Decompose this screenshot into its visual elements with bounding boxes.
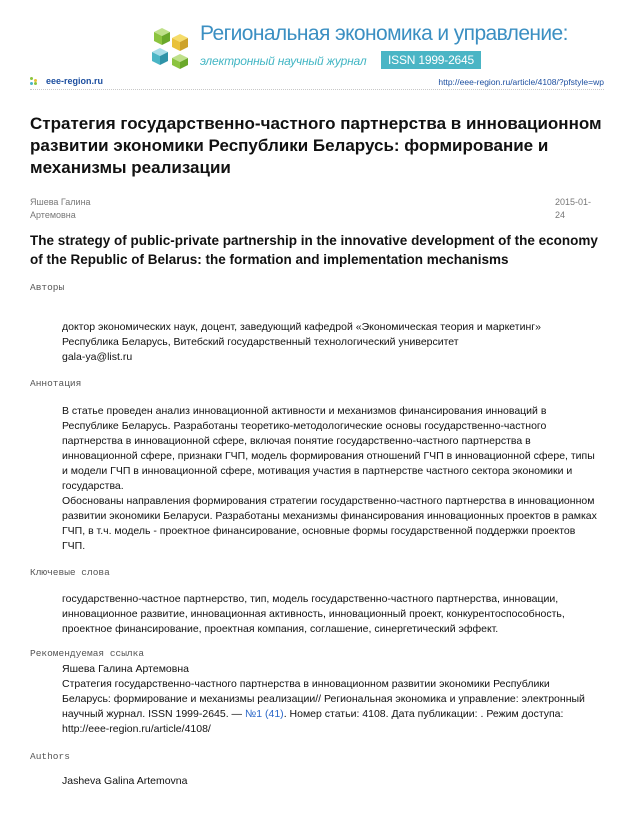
author-email: gala-ya@list.ru bbox=[62, 351, 133, 363]
abstract-section-label: Аннотация bbox=[30, 378, 82, 389]
citation-section-label: Рекомендуемая ссылка bbox=[30, 648, 145, 659]
journal-logo-icon bbox=[150, 26, 192, 70]
page-url-link[interactable]: http://eee-region.ru/article/4108/?pfstyle=wp bbox=[438, 77, 604, 87]
keywords-section-label: Ключевые слова bbox=[30, 567, 110, 578]
author-name-line2: Артемовна bbox=[30, 210, 76, 220]
header-divider bbox=[30, 89, 604, 90]
site-home-link[interactable] bbox=[30, 76, 103, 86]
publication-date-part2: 24 bbox=[555, 210, 566, 220]
issn-badge: ISSN 1999-2645 bbox=[381, 51, 481, 69]
authors-en-section-label: Authors bbox=[30, 751, 70, 762]
citation-section-body bbox=[62, 662, 597, 737]
publication-date bbox=[555, 196, 605, 222]
authors-section-label: Авторы bbox=[30, 282, 65, 293]
article-title-en: The strategy of public-private partnership in the innovative development of the economy of the Republic of Belarus: the formation and implementation mechanisms bbox=[30, 233, 598, 267]
article-title-ru: Стратегия государственно-частного партнерства в инновационном развитии экономики Республики Беларусь: формирование и механизмы реализации bbox=[30, 114, 602, 177]
journal-title: Региональная экономика и управление: bbox=[200, 22, 568, 45]
citation-text bbox=[62, 677, 597, 737]
article-author bbox=[30, 196, 190, 222]
abstract-paragraph-1: В статье проведен анализ инновационной активности и механизмов финансирования инноваций в Республике Беларусь. Разработаны теоретико-методологические основы государственно-частного партнерства в инновационной сфере, включая понятие государственно-частного партнерства в инновационной сфере, признаки ГЧП, модель формирования отношений ГЧП в инновационной сфере, типы и модели ГЧП в инновационной сфере, мотивация участия в партнерстве частного сектора экономики и государства. bbox=[62, 405, 595, 492]
abstract-section-body bbox=[62, 404, 597, 554]
issue-link[interactable]: №1 (41) bbox=[244, 708, 284, 720]
keywords-text: государственно-частное партнерство, тип, модель государственно-частного партнерства, инновации, инновационное развитие, инновационная активность, инновационный проект, конкурентоспособность, проектное финансирование, проектная компания, соглашение, синергетический эффект. bbox=[62, 593, 565, 635]
author-name-line1: Яшева Галина bbox=[30, 197, 91, 207]
authors-section-body bbox=[62, 320, 597, 365]
citation-text-tail: . Номер статьи: 4108. Дата публикации: . Режим доступа: http://eee-region.ru/article/4108/ bbox=[62, 708, 564, 735]
author-position: доктор экономических наук, доцент, заведующий кафедрой «Экономическая теория и маркетинг» bbox=[62, 321, 541, 333]
author-affiliation: Республика Беларусь, Витебский государственный технологический университет bbox=[62, 336, 459, 348]
abstract-paragraph-2: Обоснованы направления формирования стратегии государственно-частного партнерства в инновационном развитии экономики Беларуси. Разработаны механизмы финансирования инновационных проектов в рамках ГЧП, в т.ч. модель - проектное финансирование, основные формы государственной поддержки проектов ГЧП. bbox=[62, 495, 597, 552]
author-en-name: Jasheva Galina Artemovna bbox=[62, 775, 188, 787]
site-logo-icon bbox=[30, 77, 42, 85]
journal-subtitle: электронный научный журнал bbox=[200, 54, 367, 68]
citation-text-main: Стратегия государственно-частного партнерства в инновационном развитии экономики Республики Беларусь: формирование и механизмы реализации// Региональная экономика и управление: электронный научный журнал. ISSN 1999-2645. — bbox=[62, 678, 585, 720]
citation-author: Яшева Галина Артемовна bbox=[62, 663, 189, 675]
publication-date-part1: 2015-01- bbox=[555, 197, 592, 207]
site-home-label: eee-region.ru bbox=[46, 76, 104, 86]
